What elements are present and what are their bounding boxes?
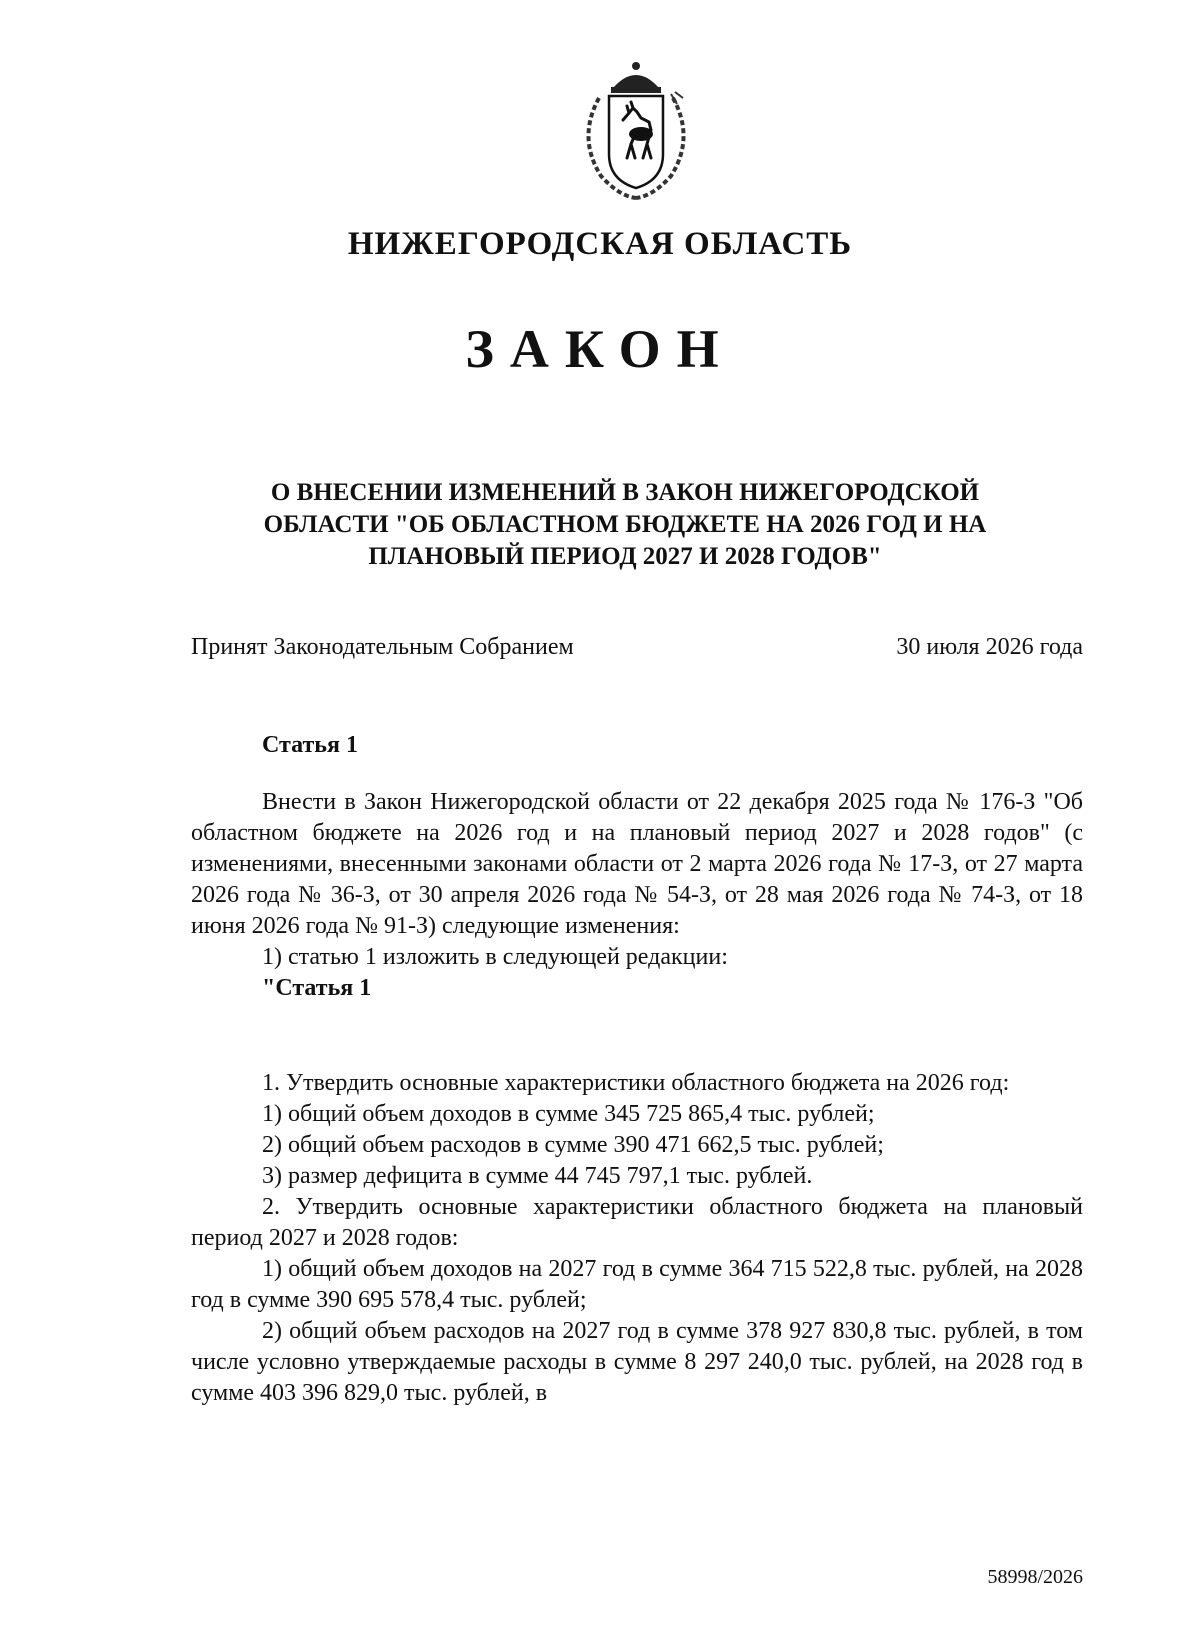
budget-paragraph: 2. Утвердить основные характеристики областного бюджета на плановый период 2027 и 2028 годов: [191, 1194, 1083, 1251]
document-type: ЗАКОН [465, 319, 735, 379]
budget-paragraph: 1) общий объем доходов в сумме 345 725 865,4 тыс. рублей; [262, 1101, 875, 1127]
quoted-article-heading: "Статья 1 [262, 975, 372, 1001]
region-name: НИЖЕГОРОДСКАЯ ОБЛАСТЬ [347, 226, 853, 262]
quoted-article-body [191, 1068, 1083, 1409]
amendment-item: 1) статью 1 изложить в следующей редакции: [262, 944, 728, 970]
budget-paragraph: 1) общий объем доходов на 2027 год в сумме 364 715 522,8 тыс. рублей, на 2028 год в сумме 390 695 578,4 тыс. рублей; [191, 1256, 1083, 1313]
adopted-by: Принят Законодательным Собранием [191, 634, 574, 660]
law-title [240, 477, 1010, 573]
adoption-date: 30 июля 2026 года [896, 634, 1083, 660]
coat-of-arms-emblem [571, 58, 701, 203]
law-title-line: ОБЛАСТИ "ОБ ОБЛАСТНОМ БЮДЖЕТЕ НА 2026 ГОД И НА [263, 511, 987, 538]
budget-paragraph: 2) общий объем расходов в сумме 390 471 662,5 тыс. рублей; [262, 1132, 884, 1158]
law-title-line: О ВНЕСЕНИИ ИЗМЕНЕНИЙ В ЗАКОН НИЖЕГОРОДСКОЙ [270, 479, 980, 506]
budget-paragraph: 3) размер дефицита в сумме 44 745 797,1 тыс. рублей. [262, 1163, 813, 1189]
article-intro: Внести в Закон Нижегородской области от 22 декабря 2025 года № 176-З "Об областном бюджете на 2026 год и на плановый период 2027 и 2028 годов" (с изменениями, внесенными законами области от 2 марта 2026 года № 17-З, от 27 марта 2026 года № 36-З, от 30 апреля 2026 года № 54-З, от 28 мая 2026 года № 74-З, от 18 июня 2026 года № 91-З) следующие изменения: [191, 789, 1083, 939]
law-title-line: ПЛАНОВЫЙ ПЕРИОД 2027 И 2028 ГОДОВ" [368, 543, 882, 570]
article-body [191, 787, 1083, 1004]
budget-paragraph: 1. Утвердить основные характеристики областного бюджета на 2026 год: [262, 1070, 1010, 1096]
document-number: 58998/2026 [987, 1566, 1083, 1588]
budget-paragraph: 2) общий объем расходов на 2027 год в сумме 378 927 830,8 тыс. рублей, в том числе условно утверждаемые расходы в сумме 8 297 240,0 тыс. рублей, на 2028 год в сумме 403 396 829,0 тыс. рублей, в [191, 1318, 1083, 1406]
article-heading: Статья 1 [262, 732, 358, 758]
